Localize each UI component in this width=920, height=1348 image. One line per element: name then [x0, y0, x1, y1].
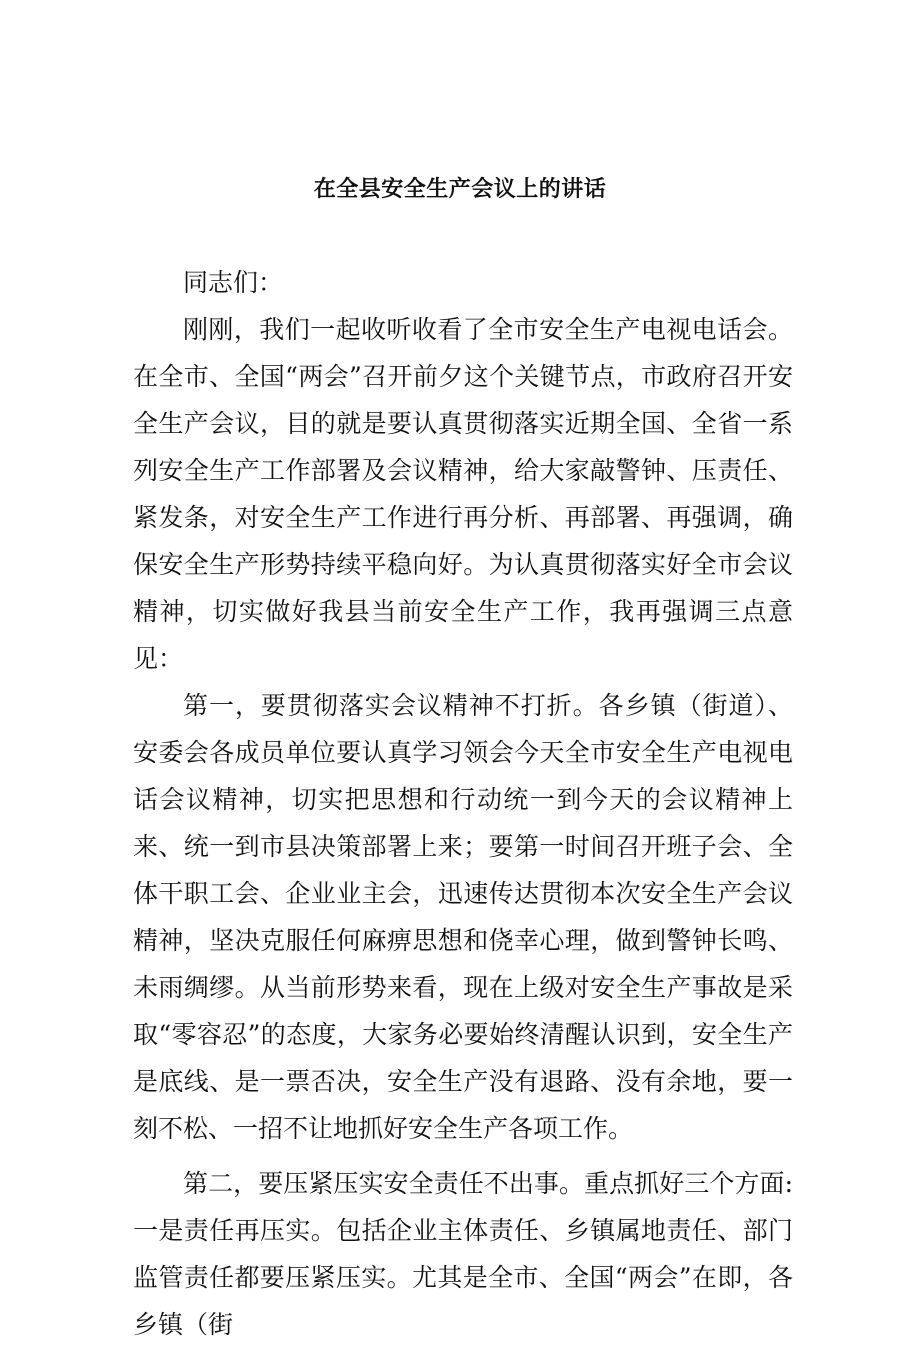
- document-title: 在全县安全生产会议上的讲话: [313, 177, 607, 202]
- salutation: 同志们：: [183, 268, 284, 297]
- paragraph-intro: 刚刚，我们一起收听收看了全市安全生产电视电话会。在全市、全国“两会”召开前夕这个关键节点，市政府召开安全生产会议，目的就是要认真贯彻落实近期全国、全省一系列安全生产工作部署及会议精神，给大家敲警钟、压责任、紧发条，对安全生产工作进行再分析、再部署、再强调，确保安全生产形势持续平稳向好。为认真贯彻落实好全市会议精神，切实做好我县当前安全生产工作，我再强调三点意见：: [133, 315, 793, 673]
- document-body: [133, 259, 793, 1348]
- paragraph-point-one: 第一，要贯彻落实会议精神不打折。各乡镇（街道）、安委会各成员单位要认真学习领会今天全市安全生产电视电话会议精神，切实把思想和行动统一到今天的会议精神上来、统一到市县决策部署上来；要第一时间召开班子会、全体干职工会、企业业主会，迅速传达贯彻本次安全生产会议精神，坚决克服任何麻痹思想和侥幸心理，做到警钟长鸣、未雨绸缪。从当前形势来看，现在上级对安全生产事故是采取“零容忍”的态度，大家务必要始终清醒认识到，安全生产是底线、是一票否决，安全生产没有退路、没有余地，要一刻不松、一招不让地抓好安全生产各项工作。: [133, 691, 793, 1143]
- paragraph-point-two: 第二，要压紧压实安全责任不出事。重点抓好三个方面:一是责任再压实。包括企业主体责任、乡镇属地责任、部门监管责任都要压紧压实。尤其是全市、全国“两会”在即，各乡镇（街: [133, 1169, 793, 1339]
